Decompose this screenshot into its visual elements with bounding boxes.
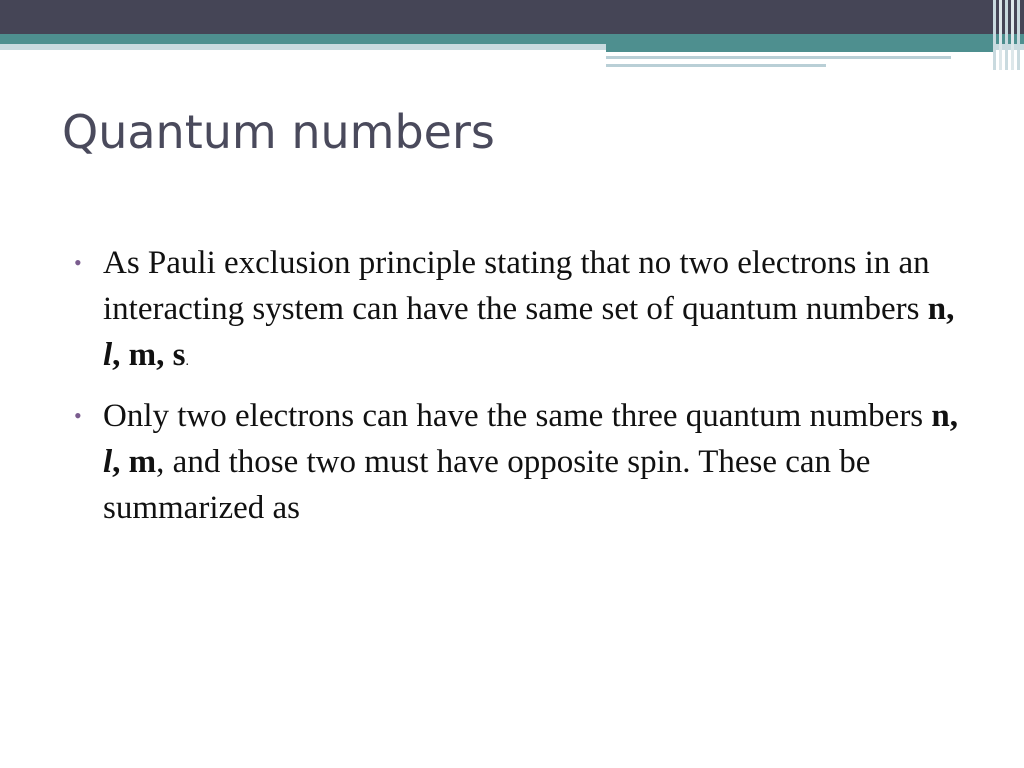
quantum-l: l: [103, 337, 113, 373]
header-stripe: [999, 0, 1002, 70]
quantum-n: n,: [931, 398, 959, 434]
bullet-text-after: , and those two must have opposite spin. These can be summarized as: [103, 444, 871, 526]
bullet-icon: •: [74, 403, 82, 428]
header-stripe: [993, 0, 996, 70]
header-dark-band: [0, 0, 1024, 34]
header-stripe: [1005, 0, 1008, 70]
header-teal-extension: [606, 44, 996, 52]
quantum-m: , m: [112, 444, 157, 480]
bullet-item: [70, 393, 970, 531]
header-stripe: [1011, 0, 1014, 70]
bullet-icon: •: [74, 250, 82, 275]
quantum-l: l: [103, 444, 113, 480]
bullet-text: As Pauli exclusion principle stating that no two electrons in an interacting system can have the same set of quantum numbers: [103, 245, 930, 327]
header-accent-line: [606, 64, 826, 67]
header-teal-band: [0, 34, 1024, 44]
header-accent-line: [606, 56, 951, 59]
bullet-end: .: [185, 354, 190, 369]
bullet-text: Only two electrons can have the same three quantum numbers: [103, 398, 932, 434]
slide-title: Quantum numbers: [62, 105, 495, 159]
bullet-list: [70, 240, 970, 539]
quantum-m-s: , m, s: [112, 337, 186, 373]
quantum-n: n,: [927, 291, 955, 327]
bullet-item: [70, 240, 970, 385]
header-stripe: [1017, 0, 1020, 70]
